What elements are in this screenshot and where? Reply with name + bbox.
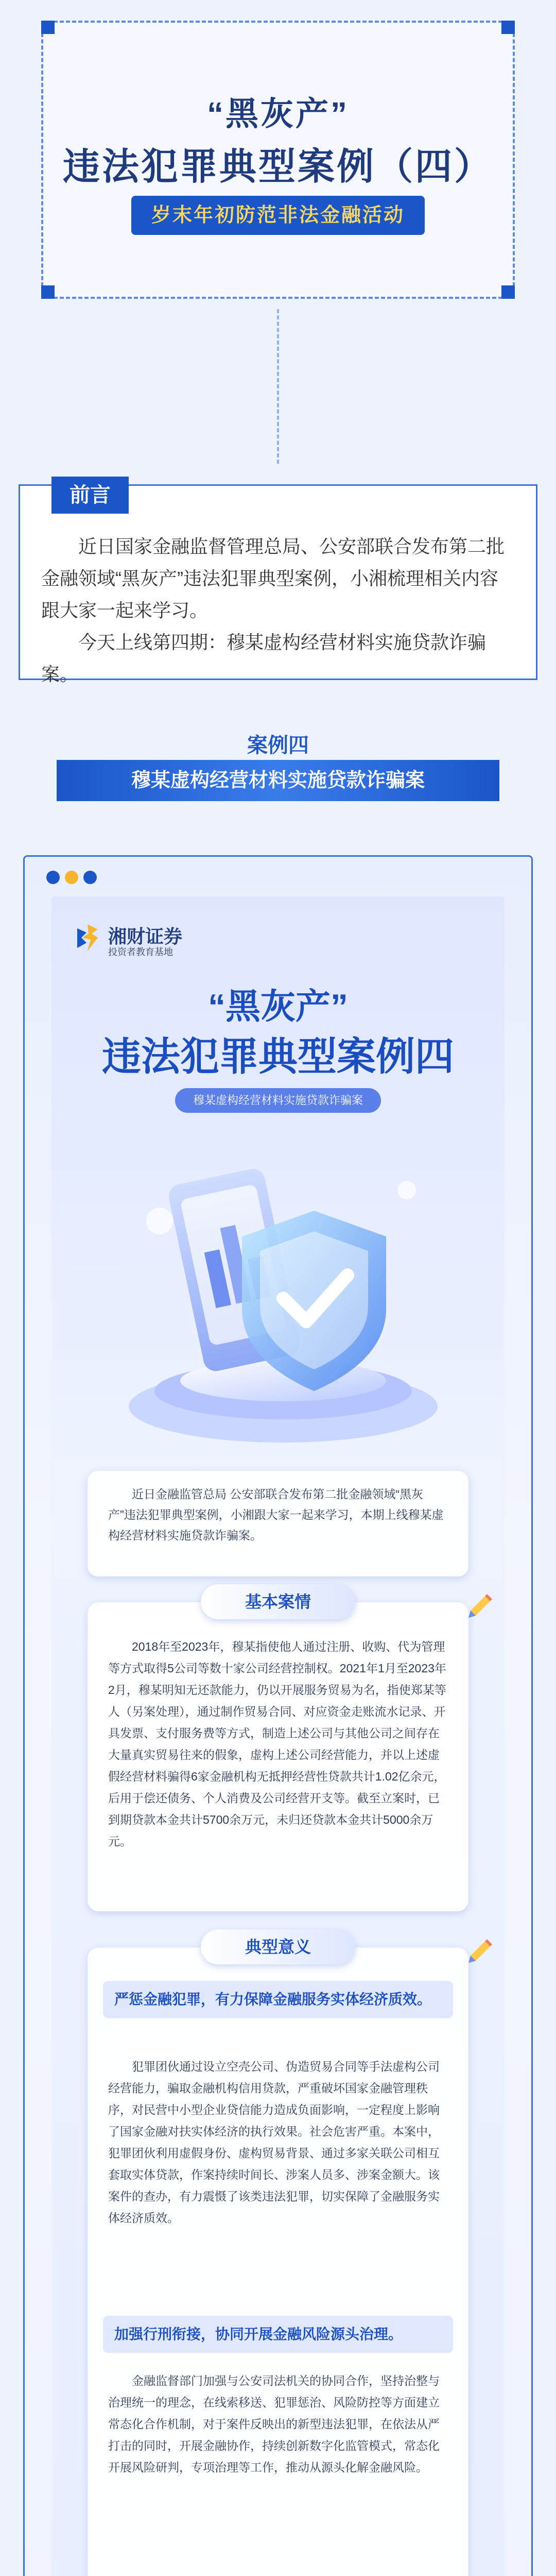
foreword-paragraph: 今天上线第四期：穆某虚构经营材料实施贷款诈骗案。: [41, 632, 486, 685]
header-corner: [501, 285, 515, 299]
decor-dot: [83, 871, 97, 884]
significance-text: [108, 2370, 448, 2478]
brand-name: 湘财证券: [108, 926, 183, 947]
basic-facts-paragraph: 2018年至2023年，穆某指使他人通过注册、收购、代为管理等方式取得5公司等数十家公司经营控制权。2021年1月至2023年2月，穆某明知无还款能力，仍以开展服务贸易为名，指使郑某等人（另案处理），通过制作贸易合同、对应资金走账流水记录、开具发票、支付服务费等方式，制造上述公司与其他公司之间存在大量真实贸易往来的假象，虚构上述公司经营能力，并以上述虚假经营材料骗得6家金融机构无抵押经营性贷款共计1.02亿余元，后用于偿还债务、个人消费及公司经营开支等。截至立案时，已到期贷款本金共计5700余万元，未归还贷款本金共计5000余万元。: [108, 1640, 446, 1848]
significance-paragraph: 犯罪团伙通过设立空壳公司、伪造贸易合同等手法虚构公司经营能力，骗取金融机构信用贷款，严重破坏国家金融管理秩序，对民营中小型企业贷信能力造成负面影响，一定程度上影响了国家金融对扶实体经济的执行效果。社会危害严重。本案中，犯罪团伙利用虚假身份、虚构贸易背景、通过多家关联公司相互套取实体贷款，作案持续时间长、涉案人员多、涉案金额大。该案件的查办，有力震慑了该类违法犯罪，切实保障了金融服务实体经济质效。: [108, 2060, 440, 2225]
foreword-label: 前言: [51, 477, 129, 514]
decor-dot: [65, 871, 78, 884]
page-title-line1: “黑灰产”: [207, 95, 349, 132]
header-corner: [41, 21, 55, 34]
poster-subtitle: 穆某虚构经营材料实施贷款诈骗案: [175, 1088, 381, 1113]
page-subtitle-badge: 岁末年初防范非法金融活动: [131, 196, 425, 235]
pencil-icon: [463, 1937, 494, 1968]
significance-text: [108, 2056, 448, 2229]
foreword-text: [41, 531, 515, 690]
significance-highlight: 加强行刑衔接，协同开展金融风险源头治理。: [103, 2316, 453, 2353]
significance-card: [88, 1947, 468, 2576]
intro-text: [108, 1484, 448, 1546]
intro-paragraph: 近日金融监管总局 公安部联合发布第二批金融领域“黑灰产”违法犯罪典型案例，小湘跟大家一起来学习，本期上线穆某虚构经营材料实施贷款诈骗案。: [108, 1487, 444, 1542]
foreword-paragraph: 近日国家金融监督管理总局、公安部联合发布第二批金融领域“黑灰产”违法犯罪典型案例，小湘梳理相关内容跟大家一起来学习。: [41, 536, 505, 621]
basic-facts-text: [108, 1636, 448, 1852]
significance-paragraph: 金融监督部门加强与公安司法机关的协同合作，坚持治整与治理统一的理念，在线索移送、犯罪惩治、风险防控等方面建立常态化合作机制，对于案件反映出的新型违法犯罪，在依法从严打击的同时，开展金融协作，持续创新数字化监管模式，常态化开展风险研判，专项治理等工作，推动从源头化解金融风险。: [108, 2374, 440, 2474]
poster-title-line2: 违法犯罪典型案例四: [102, 1035, 454, 1079]
section-label-significance: 典型意义: [201, 1929, 355, 1964]
divider: [277, 309, 279, 464]
case-label: 案例四: [247, 734, 309, 757]
header-corner: [501, 21, 515, 34]
shield-phone-illustration: [98, 1133, 458, 1453]
poster-title-line1: “黑灰产”: [207, 987, 348, 1026]
page-title-line2: 违法犯罪典型案例（四）: [62, 146, 493, 188]
decor-dot: [46, 871, 60, 884]
brand-logo-icon: [72, 922, 103, 953]
brand-slogan: 投资者教育基地: [108, 947, 173, 957]
case-title-bar: 穆某虚构经营材料实施贷款诈骗案: [57, 760, 499, 801]
section-label-basic: 基本案情: [201, 1584, 355, 1619]
header-corner: [41, 285, 55, 299]
pencil-icon: [463, 1592, 494, 1623]
significance-highlight: 严惩金融犯罪，有力保障金融服务实体经济质效。: [103, 1981, 453, 2018]
